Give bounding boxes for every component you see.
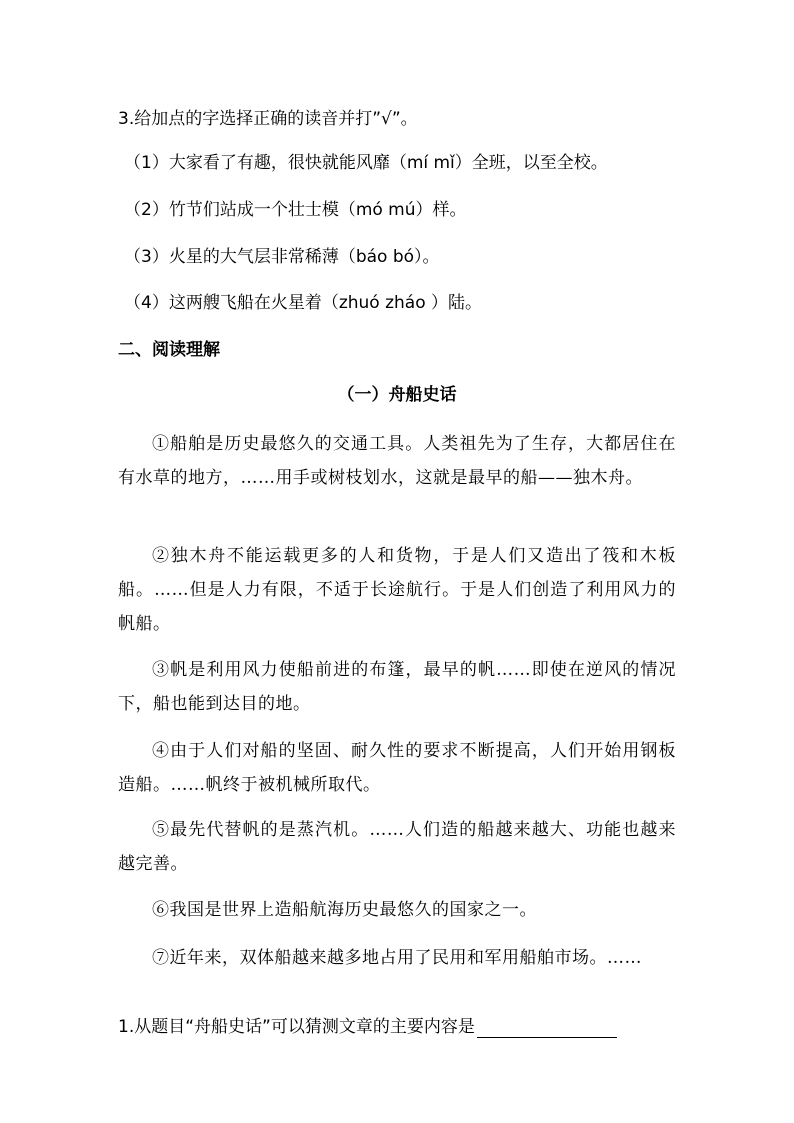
section-title-reading: 二、阅读理解 bbox=[118, 340, 220, 360]
passage-paragraph-1: ①船舶是历史最悠久的交通工具。人类祖先为了生存，大都居住在有水草的地方，……用手或树枝划水，这就是最早的船——独木舟。 bbox=[118, 434, 676, 488]
exercise-3-item-3: （3）火星的大气层非常稀薄（báo bó）。 bbox=[124, 247, 440, 267]
passage-paragraph-3: ③帆是利用风力使船前进的布篷，最早的帆……即使在逆风的情况下，船也能到达目的地。 bbox=[118, 660, 676, 714]
passage-paragraph-2: ②独木舟不能运载更多的人和货物，于是人们又造出了筏和木板船。……但是人力有限，不适于长途航行。于是人们创造了利用风力的帆船。 bbox=[118, 546, 676, 634]
passage-paragraph-7: ⑦近年来，双体船越来越多地占用了民用和军用船舶市场。…… bbox=[152, 948, 642, 968]
exercise-3-heading: 3.给加点的字选择正确的读音并打”√”。 bbox=[118, 109, 418, 129]
question-1 bbox=[118, 1016, 617, 1038]
passage-paragraph-4: ④由于人们对船的坚固、耐久性的要求不断提高，人们开始用钢板造船。……帆终于被机械所取代。 bbox=[118, 741, 676, 795]
exercise-3-item-2: （2）竹节们站成一个壮士模（mó mú）样。 bbox=[124, 200, 467, 220]
passage-title: （一）舟船史话 bbox=[337, 385, 457, 405]
question-1-text: 1.从题目“舟船史话”可以猜测文章的主要内容是 bbox=[118, 1017, 475, 1037]
passage-paragraph-6: ⑥我国是世界上造船航海历史最悠久的国家之一。 bbox=[152, 900, 537, 920]
exercise-3-item-1: （1）大家看了有趣，很快就能风靡（mí mǐ）全班，以至全校。 bbox=[124, 153, 608, 173]
answer-blank[interactable] bbox=[477, 1019, 617, 1038]
passage-paragraph-5: ⑤最先代替帆的是蒸汽机。……人们造的船越来越大、功能也越来越完善。 bbox=[118, 820, 676, 874]
exercise-3-item-4: （4）这两艘飞船在火星着（zhuó zháo ）陆。 bbox=[124, 293, 483, 313]
